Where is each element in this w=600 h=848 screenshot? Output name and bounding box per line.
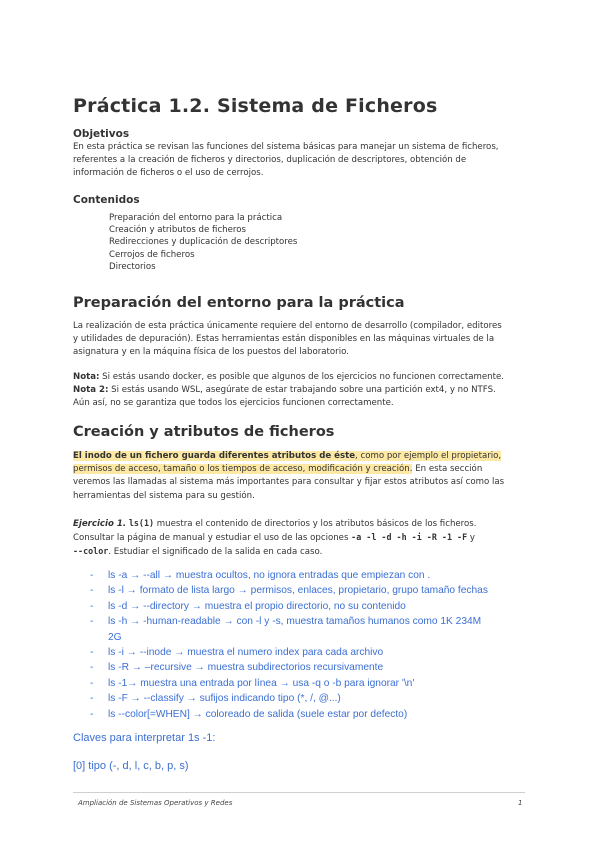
- contenidos-list: [109, 212, 297, 273]
- dash-bullet: -: [90, 600, 94, 612]
- preparacion-line: y utilidades de depuración). Estas herramientas están disponibles en las máquinas virtuales de la: [73, 334, 495, 345]
- dash-bullet: -: [90, 647, 94, 659]
- nota2-continuation: Aún así, no se garantiza que todos los ejercicios funcionen correctamente.: [73, 398, 394, 409]
- preparacion-paragraph: [73, 320, 528, 360]
- creacion-line: herramientas del sistema para su gestión.: [73, 490, 255, 501]
- ejercicio-1-paragraph: [73, 517, 528, 560]
- ejercicio-line: [73, 531, 528, 545]
- ejercicio-text: y: [467, 533, 475, 544]
- nota1-line: [73, 371, 528, 384]
- highlighted-text: permisos de acceso, tamaño o los tiempos de acceso, modificación y creación.: [73, 464, 413, 475]
- ejercicio-line: [73, 545, 528, 559]
- list-item-text: ls -h → -human-readable → con -l y -s, muestra tamaños humanos como 1K 234M: [108, 616, 482, 628]
- section-heading-creacion: Creación y atributos de ficheros: [73, 424, 335, 440]
- nota1-label: Nota:: [73, 372, 100, 382]
- section-heading-preparacion: Preparación del entorno para la práctica: [73, 295, 405, 311]
- creacion-line: [73, 463, 528, 476]
- preparacion-line: asignatura y en la máquina física de los puestos del laboratorio.: [73, 347, 349, 358]
- nota2-line: [73, 384, 528, 397]
- dash-bullet: -: [90, 708, 94, 720]
- notas-paragraph: [73, 371, 528, 411]
- nota2-label: Nota 2:: [73, 385, 109, 396]
- list-item: [90, 599, 488, 614]
- dash-bullet: -: [90, 585, 94, 597]
- contenidos-item: Redirecciones y duplicación de descriptores: [109, 237, 298, 248]
- creacion-line-rest: En esta sección: [412, 464, 483, 475]
- dash-bullet: -: [90, 677, 94, 689]
- command-ls: ls(1): [128, 518, 155, 528]
- contenidos-heading: Contenidos: [73, 194, 140, 206]
- list-item-text: ls -1→ muestra una entrada por línea → usa -q o -b para ignorar '\n': [108, 677, 415, 689]
- nota2-text: Si estás usando WSL, asegúrate de estar trabajando sobre una partición ext4, y no NTFS.: [108, 385, 496, 396]
- list-item-text: ls -l → formato de lista largo → permisos, enlaces, propietario, grupo tamaño fechas: [108, 585, 488, 597]
- footer-page-number: 1: [518, 799, 523, 807]
- dash-bullet: -: [90, 662, 94, 674]
- ejercicio-text: Consultar la página de manual y estudiar el uso de las opciones: [73, 533, 352, 544]
- nota1-text: Si estás usando docker, es posible que algunos de los ejercicios no funcionen correctamente.: [99, 372, 504, 382]
- list-item-continuation: 2G: [108, 631, 122, 643]
- contenidos-item: Cerrojos de ficheros: [109, 249, 195, 260]
- creacion-paragraph: [73, 450, 528, 503]
- ejercicio-text: . Estudiar el significado de la salida en cada caso.: [108, 547, 323, 558]
- preparacion-line: La realización de esta práctica únicamente requiere del entorno de desarrollo (compilador, editores: [73, 321, 502, 331]
- ejercicio-text: muestra el contenido de directorios y los atributos básicos de los ficheros.: [154, 519, 477, 529]
- list-item: [90, 707, 488, 722]
- objetivos-line: información de ficheros o el uso de cerrojos.: [73, 168, 264, 179]
- objetivos-line: referentes a la creación de ficheros y directorios, duplicación de descriptores, obtención de: [73, 155, 467, 166]
- notes-list: [90, 568, 488, 722]
- command-option-color: --color: [73, 546, 109, 557]
- footer-course-name: Ampliación de Sistemas Operativos y Redes: [78, 799, 233, 807]
- ejercicio-line: [73, 517, 528, 531]
- list-item: [90, 691, 488, 706]
- list-item: [90, 568, 488, 583]
- list-item-text: ls -d → --directory → muestra el propio directorio, no su contenido: [108, 600, 406, 612]
- list-item-text: ls -i → --inode → muestra el numero index para cada archivo: [108, 647, 384, 659]
- list-item-text: ls -R → –recursive → muestra subdirectorios recursivamente: [108, 662, 384, 674]
- footer-divider: [73, 792, 525, 793]
- list-item: [90, 645, 488, 660]
- page-title: Práctica 1.2. Sistema de Ficheros: [73, 95, 438, 117]
- dash-bullet: -: [90, 616, 94, 628]
- list-item-text: ls -F → --classify → sufijos indicando tipo (*, /, @...): [108, 693, 341, 705]
- list-item: [90, 583, 488, 598]
- command-options: -a -l -d -h -i -R -1 -F: [351, 532, 468, 543]
- contenidos-item: Preparación del entorno para la práctica: [109, 213, 283, 223]
- objetivos-line: En esta práctica se revisan las funciones del sistema básicas para manejar un sistema de ficheros,: [73, 142, 499, 152]
- dash-bullet: -: [90, 570, 94, 581]
- claves-line: Claves para interpretar 1s -1:: [73, 732, 216, 744]
- list-item: [90, 660, 488, 675]
- creacion-line: veremos las llamadas al sistema más importantes para consultar y fijar estos atributos así como las: [73, 477, 505, 488]
- tipo-line: [0] tipo (-, d, l, c, b, p, s): [73, 760, 189, 772]
- contenidos-item: Directorios: [109, 261, 156, 272]
- contenidos-item: Creación y atributos de ficheros: [109, 225, 246, 236]
- highlighted-text-rest: , como por ejemplo el propietario,: [355, 451, 502, 461]
- highlighted-text: [73, 451, 501, 461]
- creacion-line: [73, 450, 528, 463]
- highlighted-bold-text: El inodo de un fichero guarda diferentes atributos de éste: [73, 451, 356, 461]
- objetivos-paragraph: [73, 141, 528, 181]
- dash-bullet: -: [90, 693, 94, 705]
- objetivos-heading: Objetivos: [73, 128, 130, 140]
- list-item: [90, 676, 488, 691]
- list-item-text: ls -a → --all → muestra ocultos, no ignora entradas que empiezan con .: [108, 570, 431, 581]
- list-item: [90, 614, 488, 629]
- ejercicio-label: Ejercicio 1.: [73, 519, 127, 529]
- list-item-text: ls --color[=WHEN] → coloreado de salida (suele estar por defecto): [108, 708, 408, 720]
